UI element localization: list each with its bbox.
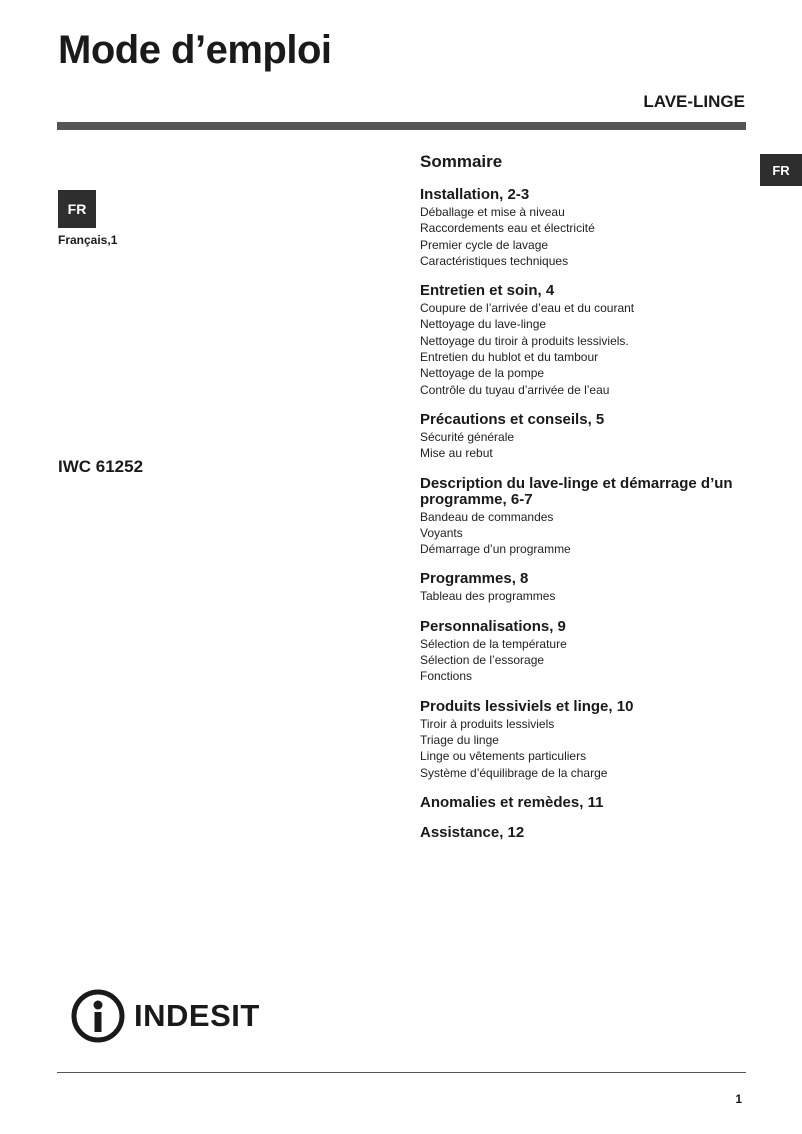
document-subtitle: LAVE-LINGE [643,92,745,111]
header-divider [57,122,746,130]
toc-section-title: Installation, 2-3 [420,186,530,203]
toc-sections [420,187,750,841]
toc-item: Linge ou vêtements particuliers [420,749,587,764]
toc-item: Caractéristiques techniques [420,253,569,268]
toc-section-title: Précautions et conseils, 5 [420,410,605,428]
toc-item: Fonctions [420,669,473,684]
toc-item: Nettoyage du tiroir à produits lessiviels. [420,333,629,348]
toc-item: Coupure de l’arrivée d’eau et du courant [420,301,635,316]
toc-item: Sélection de la température [420,636,567,651]
toc-item: Contrôle du tuyau d’arrivée de l’eau [420,382,610,397]
footer-divider [57,1072,746,1073]
indesit-logo-icon [70,988,126,1044]
language-label: Français,1 [58,233,118,247]
toc-section [420,699,750,781]
toc-section-title: Anomalies et remèdes, 11 [420,793,604,811]
model-number: IWC 61252 [58,457,144,476]
toc-item: Tiroir à produits lessiviels [420,716,555,731]
toc-item: Démarrage d’un programme [420,542,571,557]
toc-section-title: Assistance, 12 [420,823,525,841]
toc-section-title: Description du lave-linge et démarrage d’un programme, 6-7 [420,474,733,508]
toc-section-title: Programmes, 8 [420,570,529,588]
toc-item: Voyants [420,525,463,540]
language-side-tab: FR [760,154,802,186]
toc-item: Tableau des programmes [420,589,556,604]
toc-item: Mise au rebut [420,446,493,461]
toc-section [420,476,750,558]
table-of-contents [420,151,750,855]
toc-section-title: Produits lessiviels et linge, 10 [420,697,634,715]
toc-section [420,619,750,685]
toc-section [420,412,750,462]
toc-section [420,571,750,604]
brand-name: INDESIT [134,998,260,1033]
toc-section [420,187,750,269]
toc-item: Bandeau de commandes [420,509,554,524]
toc-section [420,283,750,398]
toc-item: Entretien du hublot et du tambour [420,350,599,365]
brand-logo [70,988,260,1044]
toc-section [420,795,750,811]
toc-item: Sélection de l’essorage [420,653,545,668]
toc-item: Sécurité générale [420,429,515,444]
toc-item: Déballage et mise à niveau [420,205,565,219]
page-number: 1 [735,1092,742,1106]
toc-item: Triage du linge [420,732,499,747]
toc-item: Raccordements eau et électricité [420,221,595,236]
page-title: Mode d’emploi [58,28,332,72]
toc-item: Système d’équilibrage de la charge [420,765,608,780]
toc-section [420,825,750,841]
toc-heading: Sommaire [420,152,503,171]
toc-item: Premier cycle de lavage [420,237,549,252]
language-badge: FR [58,190,96,228]
toc-item: Nettoyage de la pompe [420,366,545,381]
toc-item: Nettoyage du lave-linge [420,317,547,332]
toc-section-title: Entretien et soin, 4 [420,282,555,300]
toc-section-title: Personnalisations, 9 [420,617,566,635]
